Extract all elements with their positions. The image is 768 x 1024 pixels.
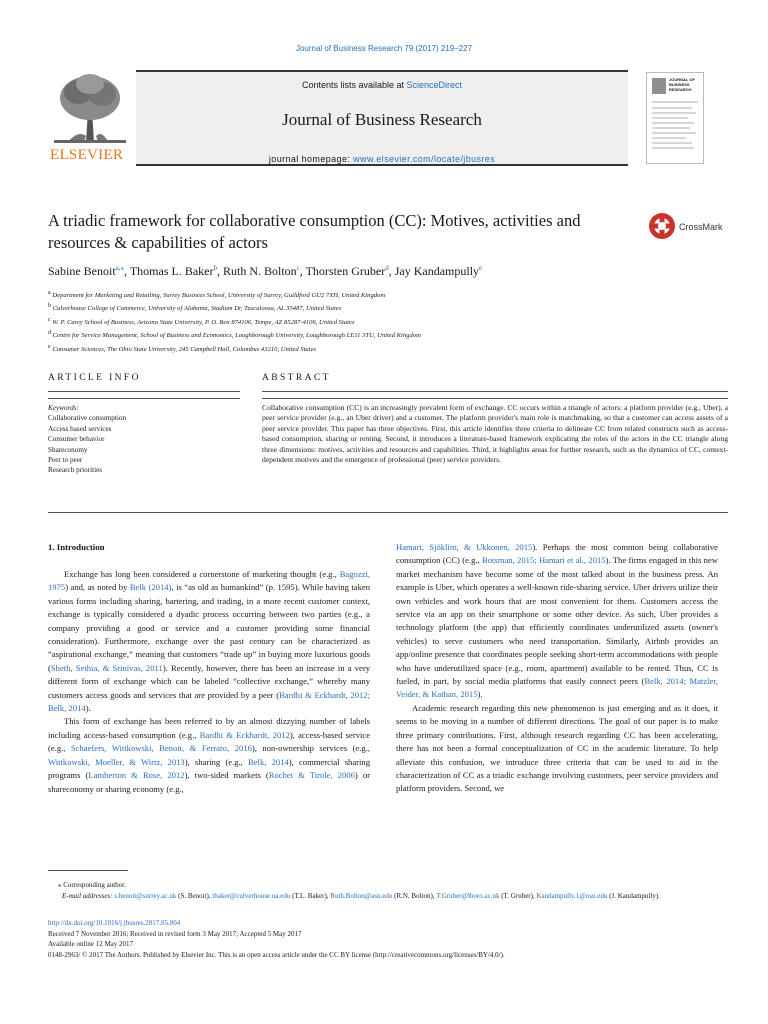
author-affiliation-marker[interactable]: e: [479, 264, 483, 272]
author-affiliation-marker[interactable]: b: [213, 264, 217, 272]
keywords-block: [48, 403, 248, 476]
available-online-date: Available online 12 May 2017: [48, 940, 134, 949]
cover-text-line: [652, 132, 696, 134]
article-info-heading: ARTICLE INFO: [48, 373, 141, 383]
cover-text-line: [652, 112, 696, 114]
footnote-rule: [48, 870, 128, 871]
author-separator: ,: [216, 264, 223, 278]
publication-info: [48, 918, 728, 960]
keyword: Peer to peer: [48, 456, 83, 465]
affiliation-text: Culverhouse College of Commerce, University of Alabama, Stadium Dr, Tuscaloosa, AL 35487, United States: [52, 305, 342, 313]
homepage-prefix: journal homepage:: [268, 154, 354, 164]
contents-available-line: [136, 80, 628, 90]
email-link[interactable]: s.benoit@surrey.ac.uk: [114, 891, 177, 900]
body-paragraph: [396, 541, 718, 702]
cover-text-line: [652, 122, 694, 124]
crossmark-badge[interactable]: [648, 212, 738, 244]
keyword: Shareconomy: [48, 445, 88, 454]
body-paragraph: [48, 715, 370, 795]
paragraph-text: ).: [477, 689, 483, 700]
citation-link[interactable]: Wittkowski, Moeller, & Wirtz, 2013: [48, 756, 185, 767]
introduction-heading: 1. Introduction: [48, 542, 105, 552]
affiliation-marker: c: [48, 316, 51, 323]
paragraph-text: ), sharing (e.g.,: [184, 756, 249, 767]
cover-text-line: [652, 137, 686, 139]
paragraph-text: ), commercial sharing programs (: [48, 756, 370, 781]
affiliation: [48, 315, 728, 328]
journal-cover-thumbnail[interactable]: [646, 72, 704, 164]
citation-link[interactable]: Belk, 2014; Matzler, Veider, & Kathan, 2015: [396, 676, 718, 700]
abstract-rule: [262, 391, 728, 392]
affiliation: [48, 328, 728, 341]
author-affiliation-marker[interactable]: d: [385, 264, 389, 272]
email-owner: (S. Benoit),: [176, 891, 213, 900]
affiliation-text: Consumer Sciences, The Ohio State University, 245 Campbell Hall, Columbus 43210, United States: [52, 346, 317, 354]
cover-rule: [652, 101, 698, 103]
body-column-left: [48, 568, 370, 796]
paragraph-text: This form of exchange has been referred to by an almost dizzying number of labels including access-based consumption (e.g.,: [48, 716, 370, 740]
email-owner: (T. Gruber),: [499, 891, 537, 900]
elsevier-wordmark: ELSEVIER: [50, 147, 124, 163]
citation-link[interactable]: Belk (2014): [129, 582, 172, 593]
article-info-rule-lower: [48, 398, 240, 399]
keyword-list: [48, 413, 248, 475]
corresponding-author-note: ⁎ Corresponding author.: [58, 881, 126, 889]
article-info-rule: [48, 391, 240, 392]
email-link[interactable]: Kandampully.1@osu.edu: [536, 891, 608, 900]
citation-link[interactable]: Lamberton & Rose, 2012: [88, 770, 185, 781]
author-name[interactable]: Sabine Benoit: [48, 264, 116, 278]
citation-link[interactable]: Belk, 2014: [248, 756, 289, 767]
keyword: Research priorities: [48, 466, 103, 475]
affiliation: [48, 342, 728, 355]
email-link[interactable]: Ruth.Bolton@asu.edu: [330, 891, 393, 900]
abstract-heading: ABSTRACT: [262, 373, 331, 383]
cover-text-line: [652, 147, 694, 149]
journal-reference-link[interactable]: Journal of Business Research 79 (2017) 219–227: [295, 44, 473, 53]
affiliation: [48, 301, 728, 314]
email-owner: (J. Kandampully).: [607, 891, 660, 900]
citation-link[interactable]: Schaefers, Wittkowski, Benoit, & Ferraro, 2016: [70, 743, 252, 754]
paragraph-text: , is “as old as humankind” (p. 1595). While having taken various forms including sharing, bartering, and trading, in a more recent customer context, exchange is typically considered a dyadic process occurring between two parties (e.g., a company providing a good or service and a customer providing some financial consideration). Furthermore, exchange over the past century can be characterized as “aspirational exchange,” meaning that customers “trade up” in buying more luxurious goods (: [48, 582, 371, 673]
affiliation-text: W. P. Carey School of Business, Arizona State University, P. O. Box 874106, Tempe, AZ 85287-4106, United States: [52, 319, 355, 327]
affiliation-text: Centre for Service Management, School of Business and Economics, Loughborough University, Loughborough LE11 3TU, United Kingdom: [52, 332, 421, 340]
crossmark-icon: [648, 212, 676, 240]
footnotes: [48, 880, 728, 901]
keyword: Consumer behavior: [48, 435, 105, 444]
abstract-bottom-rule: [48, 512, 728, 513]
affiliation-marker: b: [48, 303, 51, 310]
cover-title: JOURNAL OF BUSINESS RESEARCH: [669, 77, 695, 92]
contents-prefix: Contents lists available at: [301, 80, 407, 90]
author-name[interactable]: Jay Kandampully: [394, 264, 480, 278]
keyword: Access based services: [48, 424, 112, 433]
citation-link[interactable]: Hamari, Sjöklint, & Ukkonen, 2015: [396, 542, 533, 552]
affiliation-marker: e: [48, 343, 51, 350]
paragraph-text: Exchange has long been considered a cornerstone of marketing thought (e.g.,: [64, 569, 340, 579]
citation-link[interactable]: Bardhi & Eckhardt, 2012; Belk, 2014: [48, 689, 370, 714]
journal-homepage-line: [136, 154, 628, 164]
keyword: Collaborative consumption: [48, 414, 127, 423]
paragraph-text: ). Recently, however, there has been an increase in a very different form of exchange which can be labeled “collective exchange,” whereby many customers access goods and services that are provided by a peer (: [48, 662, 370, 700]
body-paragraph: [48, 568, 370, 715]
elsevier-tree-logo[interactable]: [48, 70, 132, 166]
license-statement: 0148-2963/ © 2017 The Authors. Published by Elsevier Inc. This is an open access article under the CC BY license (http://creativecommons.org/licenses/BY/4.0/).: [48, 950, 505, 959]
cover-text-line: [652, 127, 690, 129]
sciencedirect-link[interactable]: ScienceDirect: [406, 80, 463, 90]
abstract-rule-lower: [262, 398, 728, 399]
author-separator: ,: [299, 264, 306, 278]
received-dates: Received 7 November 2016; Received in revised form 3 May 2017; Accepted 5 May 2017: [48, 929, 302, 938]
paragraph-text: ), two-sided markets (: [184, 770, 269, 781]
citation-link[interactable]: Rochet & Tirole, 2006: [268, 770, 355, 781]
author-list: [48, 264, 728, 279]
author-affiliation-marker[interactable]: a,⁎: [115, 264, 125, 272]
article-title: A triadic framework for collaborative consumption (CC): Motives, activities and resources & capabilities of actors: [48, 211, 581, 252]
author-separator: ,: [388, 264, 395, 278]
author-separator: ,: [124, 264, 130, 278]
affiliation-marker: a: [48, 290, 51, 296]
doi-link[interactable]: http://dx.doi.org/10.1016/j.jbusres.2017.05.004: [48, 919, 181, 927]
cover-text-line: [652, 107, 692, 109]
author-name[interactable]: Ruth N. Bolton: [222, 264, 297, 278]
paragraph-text: ). The firms engaged in this new market mechanism have become some of the most talked about in the business press. An example is Uber, which operates a well-known ride-sharing service. Uber drivers utilize their own vehicles and work hours that are most convenient for them. Customers access the service via an app on their smartphone or some other device. As such, Uber provides a technology platform (the app) that efficiently coordinates underutilized assets (owner's vehicles) to serve customers who need transportation. Similarly, Airbnb provides an app/online presence that coordinates people seeking short-term accommodations with people who have underutilized space (e.g., room, apartment) available to be rented. Thus, CC is fueled, in part, by social media platforms that easily connect peers (: [396, 555, 719, 687]
affiliation-text: Department for Marketing and Retailing, Surrey Business School, University of Surrey, Guildford GU2 7XH, United Kingdom: [52, 292, 386, 300]
cover-text-line: [652, 117, 688, 119]
affiliation-list: [48, 288, 728, 355]
crossmark-label: CrossMark: [679, 222, 723, 232]
keywords-label: Keywords:: [48, 404, 79, 412]
paragraph-text: ). Perhaps the most common being collaborative consumption (CC) (e.g.,: [396, 542, 718, 566]
masthead-banner: [136, 70, 628, 166]
cover-emblem: [652, 78, 666, 94]
author-affiliation-marker[interactable]: c: [296, 264, 300, 272]
citation-link[interactable]: Bardhi & Eckhardt, 2012: [199, 729, 290, 740]
email-label: E-mail addresses:: [62, 891, 115, 900]
affiliation-marker: d: [48, 330, 51, 337]
citation-link[interactable]: Botsman, 2015; Hamari et al., 2015: [482, 555, 606, 566]
cover-text-line: [652, 142, 692, 144]
email-owner: (T.L. Baker),: [290, 891, 331, 900]
body-column-right: [396, 541, 718, 796]
email-link[interactable]: tbaker@culverhouse.ua.edu: [212, 891, 291, 900]
journal-title: Journal of Business Research: [282, 110, 482, 129]
affiliation: [48, 288, 728, 301]
author-name[interactable]: Thomas L. Baker: [129, 264, 214, 278]
journal-masthead: [48, 70, 728, 168]
paragraph-text: ) and, as noted by: [65, 582, 130, 593]
email-link[interactable]: T.Gruber@lboro.ac.uk: [436, 891, 500, 900]
citation-link[interactable]: Bagozzi, 1975: [48, 569, 370, 593]
paragraph-text: ), non-ownership services (e.g.,: [251, 743, 370, 754]
author-name[interactable]: Thorsten Gruber: [305, 264, 386, 278]
paragraph-text: Academic research regarding this new phenomenon is just emerging and as it does, it seems to be moving in a number of different directions. The goal of our paper is to make three primary contributions. First, although research regarding CC has been accelerating, there has not been a formal conceptualization of CC in the academic literature. To help alleviate this confusion, we introduce three criteria that can be used to aid in the characterization of CC as a triadic exchange involving customers, peer service providers and platform providers. Second, we: [396, 702, 718, 794]
citation-link[interactable]: Sheth, Sethia, & Srinivas, 2011: [50, 662, 163, 673]
paragraph-text: ).: [85, 703, 91, 714]
email-addresses: [48, 891, 728, 902]
paragraph-text: ) or shareconomy or sharing economy (e.g.,: [48, 770, 371, 794]
homepage-link[interactable]: www.elsevier.com/locate/jbusres: [353, 154, 496, 164]
body-paragraph: [396, 702, 718, 796]
abstract-body: Collaborative consumption (CC) is an increasingly prevalent form of exchange. CC occurs within a triangle of actors: a platform provider (e.g., Uber), a peer service provider (e.g., an Uber driver) and a customer. The platform provider's main role is matchmaking, so that a customer can access assets of a peer service provider. This paper has three objectives. First, this article identifies three criteria to delineate CC from related constructs such as access-based consumption, sharing or renting. Second, it introduces a literature-based framework explicating the roles of the actors in the CC triangle along three dimensions: motives, activities and resources and capabilities. Third, it highlights areas for further research, such as the dynamics of CC, context-dependent motives and the emergence of professional (peer) service providers.: [262, 403, 728, 465]
email-owner: (R.N. Bolton),: [392, 891, 437, 900]
paragraph-text: ), access-based service (e.g.,: [48, 729, 371, 754]
